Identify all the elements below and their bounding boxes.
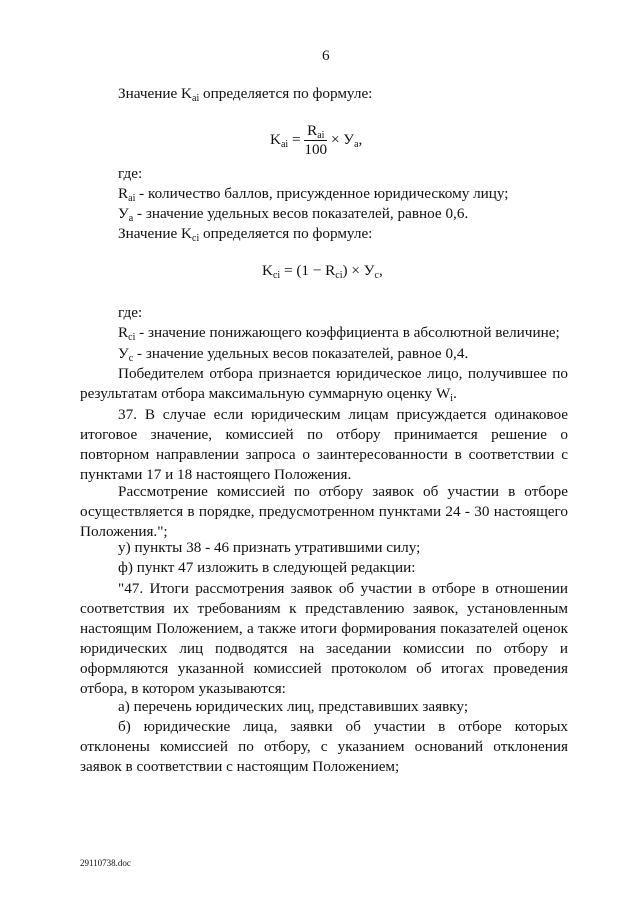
kci-where: где: <box>118 304 143 321</box>
formula-rhs-sub: a <box>354 138 359 150</box>
item-f: ф) пункт 47 изложить в следующей редакции: <box>118 559 416 576</box>
formula-lhs: K <box>262 262 273 279</box>
kai-symbol: K <box>181 85 193 102</box>
def-text: - количество баллов, присужденное юридическому лицу; <box>135 185 509 202</box>
def-text: - значение удельных весов показателей, равное 0,6. <box>133 205 469 222</box>
paragraph-37: 37. В случае если юридическим лицам присуждается одинаковое итоговое значение, комиссией по отбору принимается решение о повторном направлении запроса о заинтересованности в соответствии с пунктами 17 и 18 настоящего Положения. <box>80 406 568 483</box>
kai-intro-pre: Значение <box>118 85 182 102</box>
formula-mid-sub: ci <box>335 270 343 281</box>
kai-intro-post: определяется по формуле: <box>199 85 373 102</box>
formula-lhs-sub: ai <box>280 138 289 150</box>
def-symbol: R <box>118 185 129 202</box>
def-symbol: R <box>118 324 129 341</box>
def-symbol-sub: ai <box>128 193 136 204</box>
fraction-denominator: 100 <box>304 141 328 158</box>
item-u: у) пункты 38 - 46 признать утратившими силу; <box>118 539 421 556</box>
footer-filename: 29110738.doc <box>80 858 131 868</box>
formula-fraction <box>304 122 327 159</box>
formula-rest: ) × У <box>342 262 375 279</box>
kci-def-r <box>118 323 560 343</box>
winner-end: . <box>453 385 457 402</box>
def-text: - значение удельных весов показателей, равное 0,4. <box>133 345 469 362</box>
fraction-numerator <box>304 122 327 141</box>
formula-tail: , <box>378 262 383 279</box>
def-symbol: У <box>118 345 129 362</box>
item-b: б) юридические лица, заявки об участии в отборе которых отклонены комиссией по отбору, с указанием оснований отклонения заявок в соответствии с настоящим Положением; <box>80 718 568 775</box>
formula-times: × У <box>330 130 355 148</box>
paragraph-47: "47. Итоги рассмотрения заявок об участии в отборе в отношении соответствия их требованиям к представлению заявок, установленным настоящим Положением, а также итоги формирования показателей оценок юридических лиц подводятся на заседании комиссии по отбору и оформляются указанной комиссией протоколом об итогах проведения отбора, в котором указываются: <box>80 580 568 697</box>
winner-symbol-sub: i <box>450 393 454 404</box>
kci-formula <box>262 262 383 280</box>
winner-symbol: W <box>435 385 451 402</box>
review-paragraph: Рассмотрение комиссией по отбору заявок об участии в отборе осуществляется в порядке, предусмотренном пунктами 24 - 30 настоящего Положения."; <box>80 483 568 540</box>
kci-symbol: K <box>181 225 193 242</box>
numerator-symbol: R <box>307 122 318 139</box>
item-a: а) перечень юридических лиц, представивших заявку; <box>118 698 469 715</box>
kci-intro <box>118 224 372 244</box>
kai-symbol-sub: ai <box>192 93 200 104</box>
kai-where: где: <box>118 165 143 182</box>
winner-text: Победителем отбора признается юридическое лицо, получившее по результатам отбора максимальную суммарную оценку <box>80 365 568 402</box>
numerator-sub: ai <box>317 130 325 141</box>
def-symbol-sub: ci <box>128 332 136 343</box>
def-symbol: У <box>118 205 129 222</box>
kci-def-y <box>118 344 468 364</box>
kai-intro <box>118 84 372 104</box>
kai-def-r <box>118 184 509 204</box>
kci-symbol-sub: ci <box>192 233 200 244</box>
kai-formula <box>270 122 362 159</box>
formula-lhs: K <box>270 130 281 148</box>
def-text: - значение понижающего коэффициента в абсолютной величине; <box>135 324 560 341</box>
winner-paragraph <box>80 364 568 404</box>
formula-equals: = (1 − R <box>283 262 336 279</box>
page-number: 6 <box>322 47 330 64</box>
formula-tail: , <box>358 130 363 148</box>
formula-rhs-sub: c <box>374 270 379 281</box>
kci-intro-post: определяется по формуле: <box>199 225 373 242</box>
def-symbol-sub: c <box>128 353 134 364</box>
formula-equals: = <box>291 130 301 148</box>
kai-def-y <box>118 204 468 224</box>
kci-intro-pre: Значение <box>118 225 182 242</box>
formula-lhs-sub: ci <box>272 270 281 281</box>
def-symbol-sub: a <box>128 213 134 224</box>
